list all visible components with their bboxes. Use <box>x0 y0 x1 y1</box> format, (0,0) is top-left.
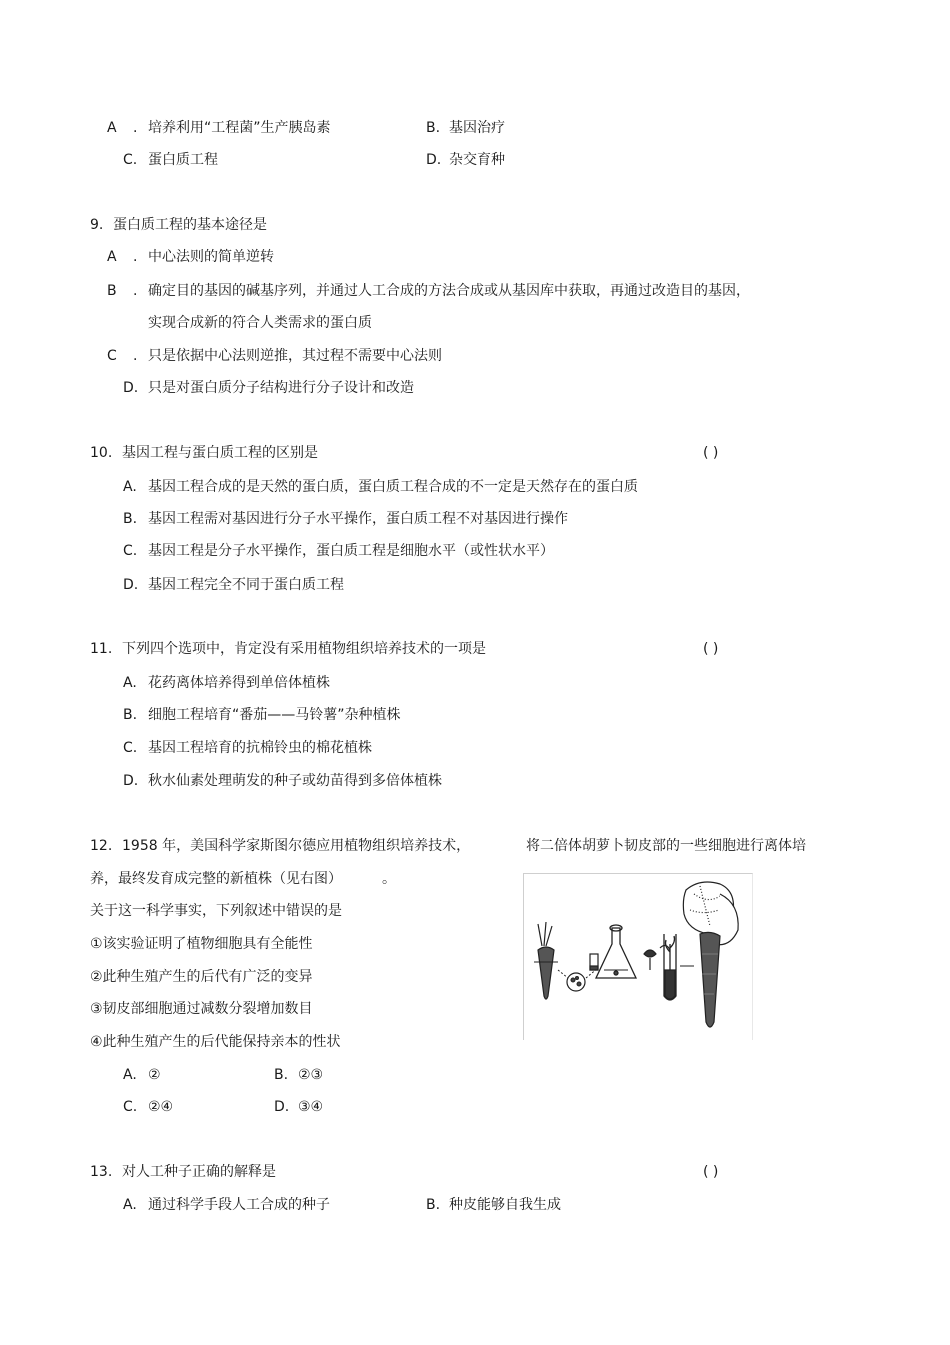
question-stem-continued: 将二倍体胡萝卜韧皮部的一些细胞进行离体培 <box>526 838 806 854</box>
option-label: B. <box>123 511 138 527</box>
option-text: ②④ <box>148 1099 174 1115</box>
option-label: D. <box>123 773 139 789</box>
question-stem: 下列四个选项中，肯定没有采用植物组织培养技术的一项是 <box>122 641 486 657</box>
answer-blank: ( ) <box>703 1164 719 1180</box>
answer-blank: ( ) <box>703 445 719 461</box>
option-label: C. <box>123 1099 138 1115</box>
option-text: 只是依据中心法则逆推，其过程不需要中心法则 <box>148 348 442 364</box>
option-label: B. <box>123 707 138 723</box>
option-label: A <box>107 249 117 265</box>
cell-cluster-icon <box>567 973 585 991</box>
option-text: 杂交育种 <box>449 152 505 168</box>
option-dot: . <box>133 348 138 364</box>
option-label: B <box>107 283 117 299</box>
option-label: A. <box>123 479 137 495</box>
option-label: D. <box>274 1099 290 1115</box>
option-dot: . <box>133 249 138 265</box>
statement-4: ④此种生殖产生的后代能保持亲本的性状 <box>90 1034 341 1050</box>
option-label: C. <box>123 740 138 756</box>
option-label: D. <box>123 380 139 396</box>
question-stem: 对人工种子正确的解释是 <box>122 1164 276 1180</box>
option-text: 基因工程完全不同于蛋白质工程 <box>148 577 344 593</box>
option-text: 细胞工程培育“番茄——马铃薯”杂种植株 <box>148 707 401 723</box>
option-label: C. <box>123 152 138 168</box>
carrot-root-icon <box>534 922 558 999</box>
option-dot: . <box>133 283 138 299</box>
option-text: 通过科学手段人工合成的种子 <box>148 1197 330 1213</box>
option-text: ② <box>148 1067 161 1083</box>
statement-2: ②此种生殖产生的后代有广泛的变异 <box>90 969 313 985</box>
option-text-continued: 实现合成新的符合人类需求的蛋白质 <box>148 315 372 331</box>
option-text: 种皮能够自我生成 <box>449 1197 561 1213</box>
option-text: 基因工程需对基因进行分子水平操作，蛋白质工程不对基因进行操作 <box>148 511 568 527</box>
question-stem-line2: 养，最终发育成完整的新植株（见右图） <box>90 871 342 887</box>
option-label: A. <box>123 1197 137 1213</box>
question-stem: 基因工程与蛋白质工程的区别是 <box>122 445 318 461</box>
question-number: 10. <box>90 445 113 461</box>
plantlet-icon <box>644 945 670 970</box>
option-label: C <box>107 348 117 364</box>
mature-carrot-plant-icon <box>683 882 738 1027</box>
option-text: 基因治疗 <box>449 120 505 136</box>
option-text: 蛋白质工程 <box>148 152 218 168</box>
option-label: B. <box>426 120 441 136</box>
option-text: 中心法则的简单逆转 <box>148 249 274 265</box>
option-text: 基因工程合成的是天然的蛋白质，蛋白质工程合成的不一定是天然存在的蛋白质 <box>148 479 638 495</box>
question-stem-line3: 关于这一科学事实，下列叙述中错误的是 <box>90 903 342 919</box>
statement-1: ①该实验证明了植物细胞具有全能性 <box>90 936 313 952</box>
answer-blank: ( ) <box>703 641 719 657</box>
question-stem: 1958 年，美国科学家斯图尔德应用植物组织培养技术， <box>122 838 471 854</box>
question-number: 11. <box>90 641 113 657</box>
option-text: 确定目的基因的碱基序列，并通过人工合成的方法合成或从基因库中获取，再通过改造目的基因， <box>148 283 750 299</box>
option-label: A <box>107 120 117 136</box>
flask-icon <box>596 925 636 978</box>
option-text: 基因工程培育的抗棉铃虫的棉花植株 <box>148 740 372 756</box>
option-label: B. <box>426 1197 441 1213</box>
question-stem: 蛋白质工程的基本途径是 <box>113 217 267 233</box>
option-label: A. <box>123 1067 137 1083</box>
option-text: 培养利用“工程菌”生产胰岛素 <box>148 120 331 136</box>
carrot-culture-illustration <box>524 874 752 1040</box>
option-text: 秋水仙素处理萌发的种子或幼苗得到多倍体植株 <box>148 773 442 789</box>
question-number: 12. <box>90 838 113 854</box>
option-label: D. <box>123 577 139 593</box>
option-text: 基因工程是分子水平操作，蛋白质工程是细胞水平（或性状水平） <box>148 543 554 559</box>
option-label: C. <box>123 543 138 559</box>
option-text: 花药离体培养得到单倍体植株 <box>148 675 330 691</box>
vial-icon <box>590 954 598 970</box>
question-number: 13. <box>90 1164 113 1180</box>
statement-3: ③韧皮部细胞通过减数分裂增加数目 <box>90 1001 313 1017</box>
option-label: B. <box>274 1067 289 1083</box>
test-tube-icon <box>664 934 676 1000</box>
carrot-culture-figure <box>523 873 753 1040</box>
option-dot: . <box>133 120 138 136</box>
question-stem-period: 。 <box>382 871 396 887</box>
option-label: A. <box>123 675 137 691</box>
option-text: ③④ <box>298 1099 324 1115</box>
option-text: ②③ <box>298 1067 324 1083</box>
option-text: 只是对蛋白质分子结构进行分子设计和改造 <box>148 380 414 396</box>
option-label: D. <box>426 152 442 168</box>
question-number: 9. <box>90 217 104 233</box>
